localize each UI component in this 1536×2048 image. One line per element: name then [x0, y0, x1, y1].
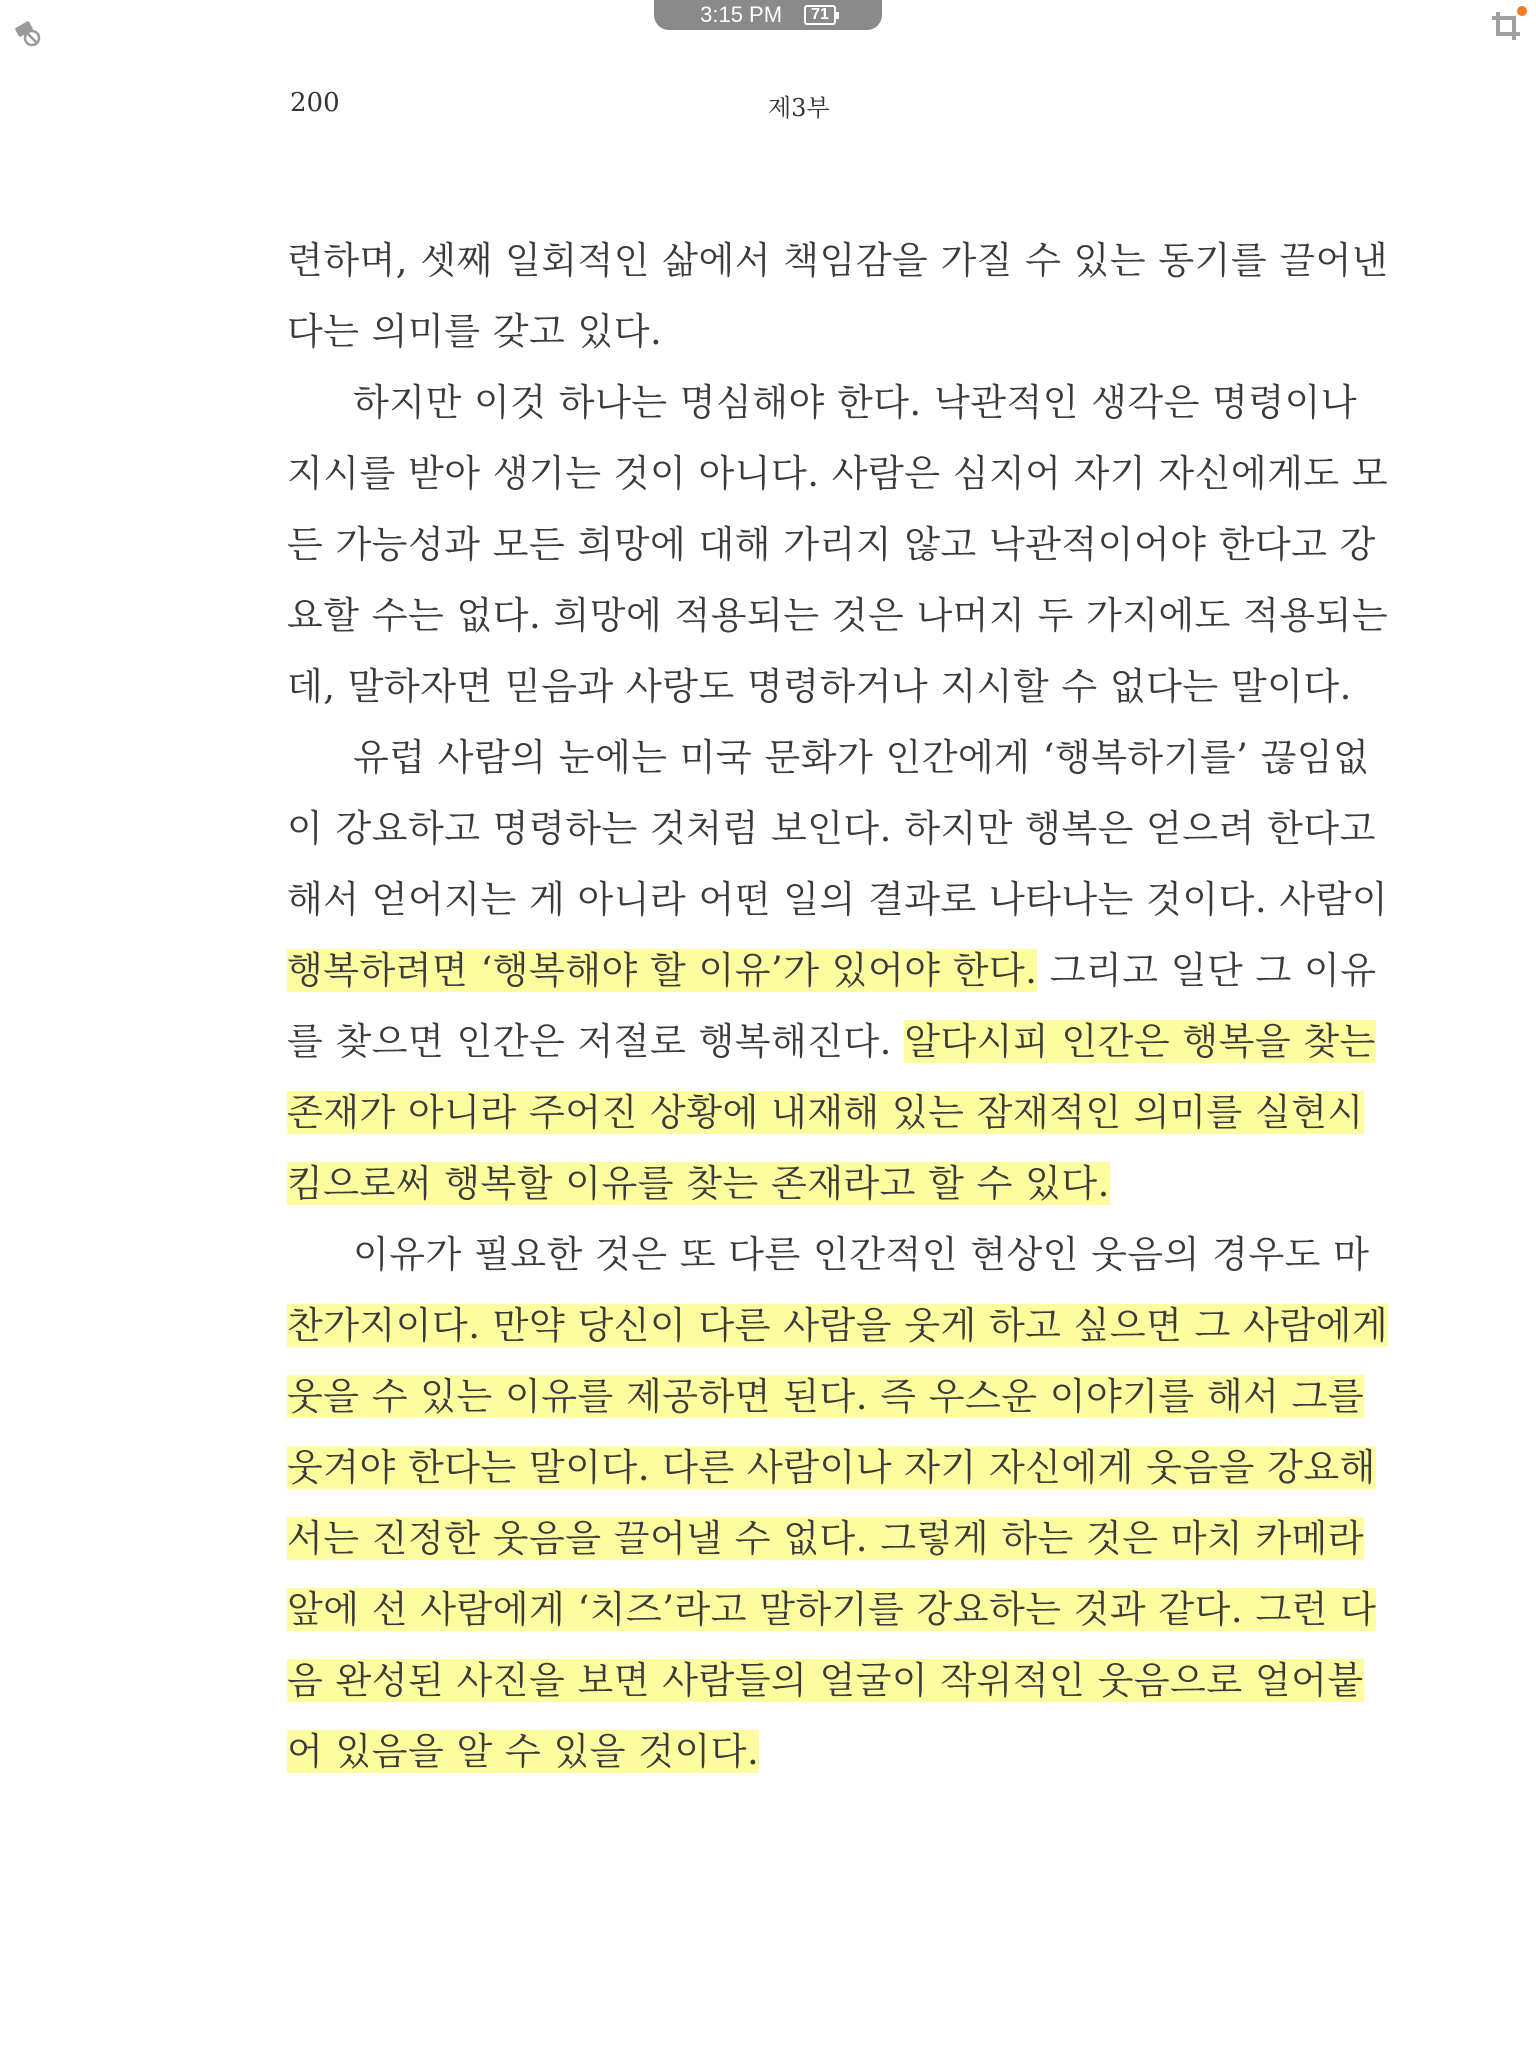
highlighted-text: 음 완성된 사진을 보면 사람들의 얼굴이 작위적인 웃음으로 얼어붙	[287, 1659, 1364, 1702]
text-line	[287, 651, 1352, 722]
text-segment: 를 찾으면 인간은 저절로 행복해진다.	[287, 1020, 905, 1063]
text-line	[287, 296, 1327, 367]
highlighted-text: 앞에 선 사람에게 ‘치즈’라고 말하기를 강요하는 것과 같다. 그런 다	[287, 1588, 1377, 1631]
text-line	[287, 1645, 1364, 1716]
battery-icon	[804, 5, 836, 25]
battery-level: 71	[811, 6, 829, 23]
body-text	[287, 225, 1389, 1787]
text-line	[287, 580, 1389, 651]
text-line	[287, 935, 1377, 1006]
highlighted-text: 알다시피 인간은 행복을 찾는	[904, 1020, 1376, 1063]
text-line	[287, 1574, 1377, 1645]
eraser-icon[interactable]	[10, 18, 46, 48]
text-segment: 유럽 사람의 눈에는 미국 문화가 인간에게 ‘행복하기를’ 끊임없	[353, 736, 1370, 779]
text-line	[287, 1077, 1364, 1148]
text-line	[287, 1361, 1365, 1432]
text-segment: 다는 의미를 갖고 있다.	[287, 310, 663, 353]
highlighted-text: 킴으로써 행복할 이유를 찾는 존재라고 할 수 있다.	[287, 1162, 1110, 1205]
text-line	[287, 1006, 1376, 1077]
highlighted-text: 어 있음을 알 수 있을 것이다.	[287, 1730, 760, 1773]
text-line	[287, 1432, 1376, 1503]
text-line	[287, 864, 1389, 935]
text-line	[287, 1148, 1327, 1219]
text-segment: 련하며, 셋째 일회적인 삶에서 책임감을 가질 수 있는 동기를 끌어낸	[287, 239, 1389, 282]
text-segment: 든 가능성과 모든 희망에 대해 가리지 않고 낙관적이어야 한다고 강	[287, 523, 1376, 566]
text-segment: 지시를 받아 생기는 것이 아니다. 사람은 심지어 자기 자신에게도 모	[287, 452, 1389, 495]
text-segment: 이 강요하고 명령하는 것처럼 보인다. 하지만 행복은 얻으려 한다고	[287, 807, 1376, 850]
page-number: 200	[290, 88, 340, 118]
text-line	[287, 509, 1376, 580]
text-segment: 이유가 필요한 것은 또 다른 인간적인 현상인 웃음의 경우도 마	[353, 1233, 1370, 1276]
highlighted-text: 찬가지이다. 만약 당신이 다른 사람을 웃게 하고 싶으면 그 사람에게	[287, 1304, 1389, 1347]
text-line	[287, 438, 1389, 509]
text-segment: 그리고 일단 그 이유	[1037, 949, 1377, 992]
highlighted-text: 존재가 아니라 주어진 상황에 내재해 있는 잠재적인 의미를 실현시	[287, 1091, 1364, 1134]
highlighted-text: 웃겨야 한다는 말이다. 다른 사람이나 자기 자신에게 웃음을 강요해	[287, 1446, 1376, 1489]
text-line	[287, 793, 1376, 864]
text-line	[287, 1503, 1365, 1574]
text-line	[287, 225, 1389, 296]
running-head: 제3부	[768, 94, 830, 122]
text-line	[287, 1290, 1389, 1361]
text-line	[287, 722, 1370, 793]
highlighted-text: 웃을 수 있는 이유를 제공하면 된다. 즉 우스운 이야기를 해서 그를	[287, 1375, 1365, 1418]
text-segment: 데, 말하자면 믿음과 사랑도 명령하거나 지시할 수 없다는 말이다.	[287, 665, 1352, 708]
status-bar	[654, 0, 882, 30]
highlighted-text: 행복하려면 ‘행복해야 할 이유’가 있어야 한다.	[287, 949, 1038, 992]
text-line	[287, 1219, 1370, 1290]
text-segment: 하지만 이것 하나는 명심해야 한다. 낙관적인 생각은 명령이나	[353, 381, 1358, 424]
text-segment: 해서 얻어지는 게 아니라 어떤 일의 결과로 나타나는 것이다. 사람이	[287, 878, 1389, 921]
status-time: 3:15 PM	[700, 2, 783, 27]
highlighted-text: 서는 진정한 웃음을 끌어낼 수 없다. 그렇게 하는 것은 마치 카메라	[287, 1517, 1365, 1560]
text-segment: 요할 수는 없다. 희망에 적용되는 것은 나머지 두 가지에도 적용되는	[287, 594, 1389, 637]
text-line	[287, 1716, 1327, 1787]
text-line	[287, 367, 1358, 438]
crop-icon[interactable]	[1488, 4, 1528, 46]
